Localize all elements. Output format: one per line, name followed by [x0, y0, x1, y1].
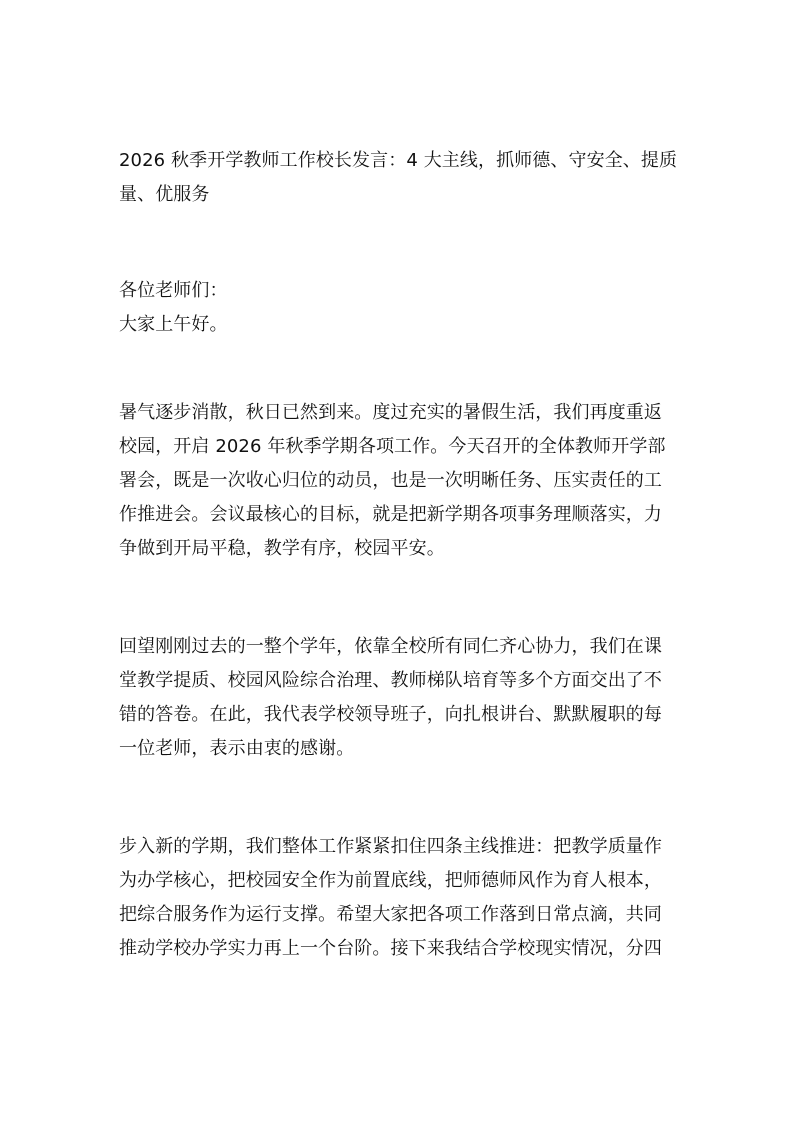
paragraph-opening: 暑气逐步消散，秋日已然到来。度过充实的暑假生活，我们再度重返校园，开启 2026 年秋季学期各项工作。今天召开的全体教师开学部署会，既是一次收心归位的动员，也是一次明晰任务、压实责任的工作推进会。会议最核心的目标，就是把新学期各项事务理顺落实，力争做到开局平稳，教学有序，校园平安。	[119, 402, 666, 559]
document-content	[119, 144, 679, 966]
document-title: 2026 秋季开学教师工作校长发言：4 大主线，抓师德、守安全、提质量、优服务	[119, 150, 678, 205]
greeting-block	[119, 274, 679, 342]
salutation-text: 大家上午好。	[119, 314, 228, 335]
greeting-text: 各位老师们：	[119, 280, 228, 301]
paragraph-mainlines: 步入新的学期，我们整体工作紧紧扣住四条主线推进：把教学质量作为办学核心，把校园安全作为前置底线，把师德师风作为育人根本，把综合服务作为运行支撑。希望大家把各项工作落到日常点滴，共同推动学校办学实力再上一个台阶。接下来我结合学校现实情况，分四	[119, 836, 662, 959]
paragraph-review: 回望刚刚过去的一整个学年，依靠全校所有同仁齐心协力，我们在课堂教学提质、校园风险综合治理、教师梯队培育等多个方面交出了不错的答卷。在此，我代表学校领导班子，向扎根讲台、默默履职的每一位老师，表示由衷的感谢。	[119, 636, 662, 759]
